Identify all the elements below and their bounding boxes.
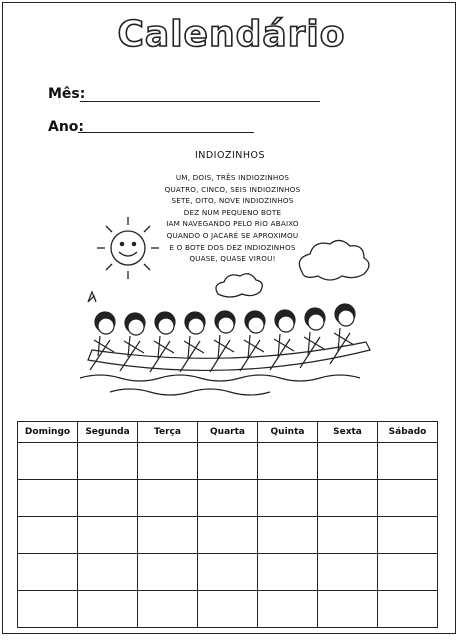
calendar-day-cell[interactable] bbox=[78, 517, 138, 554]
poem-line: SETE, OITO, NOVE INDIOZINHOS bbox=[171, 196, 294, 206]
calendar-day-cell[interactable] bbox=[198, 591, 258, 628]
year-field[interactable] bbox=[78, 132, 254, 133]
calendar-day-cell[interactable] bbox=[78, 591, 138, 628]
calendar-week-row bbox=[18, 443, 438, 480]
calendar-day-cell[interactable] bbox=[318, 443, 378, 480]
poem-line: IAM NAVEGANDO PELO RIO ABAIXO bbox=[166, 219, 299, 229]
calendar-day-cell[interactable] bbox=[378, 480, 438, 517]
page-title: Calendário bbox=[117, 14, 346, 55]
calendar-day-cell[interactable] bbox=[138, 443, 198, 480]
calendar-day-cell[interactable] bbox=[318, 480, 378, 517]
poem-line: UM, DOIS, TRÊS INDIOZINHOS bbox=[175, 173, 290, 182]
poem-title: INDIOZINHOS bbox=[194, 150, 266, 161]
calendar-week-row bbox=[18, 480, 438, 517]
calendar-day-cell[interactable] bbox=[258, 554, 318, 591]
calendar-grid bbox=[17, 421, 438, 628]
calendar-day-cell[interactable] bbox=[18, 480, 78, 517]
weekday-header: Domingo bbox=[18, 422, 78, 443]
calendar-day-cell[interactable] bbox=[258, 480, 318, 517]
calendar-day-cell[interactable] bbox=[258, 443, 318, 480]
month-field[interactable] bbox=[80, 101, 320, 102]
poem-line: E O BOTE DOS DEZ INDIOZINHOS bbox=[169, 242, 296, 252]
weekday-header: Terça bbox=[138, 422, 198, 443]
month-label: Mês: bbox=[48, 86, 86, 102]
calendar-day-cell[interactable] bbox=[78, 443, 138, 480]
calendar-day-cell[interactable] bbox=[378, 591, 438, 628]
calendar-day-cell[interactable] bbox=[378, 443, 438, 480]
weekday-header: Quarta bbox=[198, 422, 258, 443]
calendar-day-cell[interactable] bbox=[138, 554, 198, 591]
year-label: Ano: bbox=[48, 119, 85, 135]
calendar-day-cell[interactable] bbox=[18, 443, 78, 480]
weekday-header-row bbox=[18, 422, 438, 443]
calendar-day-cell[interactable] bbox=[318, 554, 378, 591]
cloud-icon bbox=[216, 240, 369, 297]
calendar-day-cell[interactable] bbox=[318, 517, 378, 554]
sun-icon bbox=[97, 217, 159, 279]
calendar-day-cell[interactable] bbox=[198, 517, 258, 554]
weekday-header: Sábado bbox=[378, 422, 438, 443]
calendar-day-cell[interactable] bbox=[378, 517, 438, 554]
weekday-header: Sexta bbox=[318, 422, 378, 443]
calendar-day-cell[interactable] bbox=[198, 480, 258, 517]
calendar-day-cell[interactable] bbox=[318, 591, 378, 628]
boat-icon bbox=[80, 292, 370, 395]
calendar-day-cell[interactable] bbox=[78, 554, 138, 591]
weekday-header: Quinta bbox=[258, 422, 318, 443]
calendar-day-cell[interactable] bbox=[198, 554, 258, 591]
calendar-week-row bbox=[18, 517, 438, 554]
calendar-day-cell[interactable] bbox=[18, 554, 78, 591]
calendar-day-cell[interactable] bbox=[138, 480, 198, 517]
poem-line: QUATRO, CINCO, SEIS INDIOZINHOS bbox=[164, 184, 301, 194]
calendar-week-row bbox=[18, 591, 438, 628]
calendar-day-cell[interactable] bbox=[198, 443, 258, 480]
weekday-header: Segunda bbox=[78, 422, 138, 443]
calendar-day-cell[interactable] bbox=[18, 517, 78, 554]
calendar-day-cell[interactable] bbox=[138, 591, 198, 628]
calendar-week-row bbox=[18, 554, 438, 591]
calendar-day-cell[interactable] bbox=[18, 591, 78, 628]
poem-line: DEZ NUM PEQUENO BOTE bbox=[183, 207, 282, 217]
calendar-body bbox=[18, 443, 438, 628]
calendar-day-cell[interactable] bbox=[378, 554, 438, 591]
calendar-day-cell[interactable] bbox=[138, 517, 198, 554]
poem-line: QUANDO O JACARÉ SE APROXIMOU bbox=[166, 230, 299, 240]
calendar-day-cell[interactable] bbox=[258, 517, 318, 554]
indiozinhos-illustration bbox=[70, 210, 400, 410]
calendar-day-cell[interactable] bbox=[78, 480, 138, 517]
poem-line: QUASE, QUASE VIROU! bbox=[189, 254, 276, 264]
calendar-day-cell[interactable] bbox=[258, 591, 318, 628]
